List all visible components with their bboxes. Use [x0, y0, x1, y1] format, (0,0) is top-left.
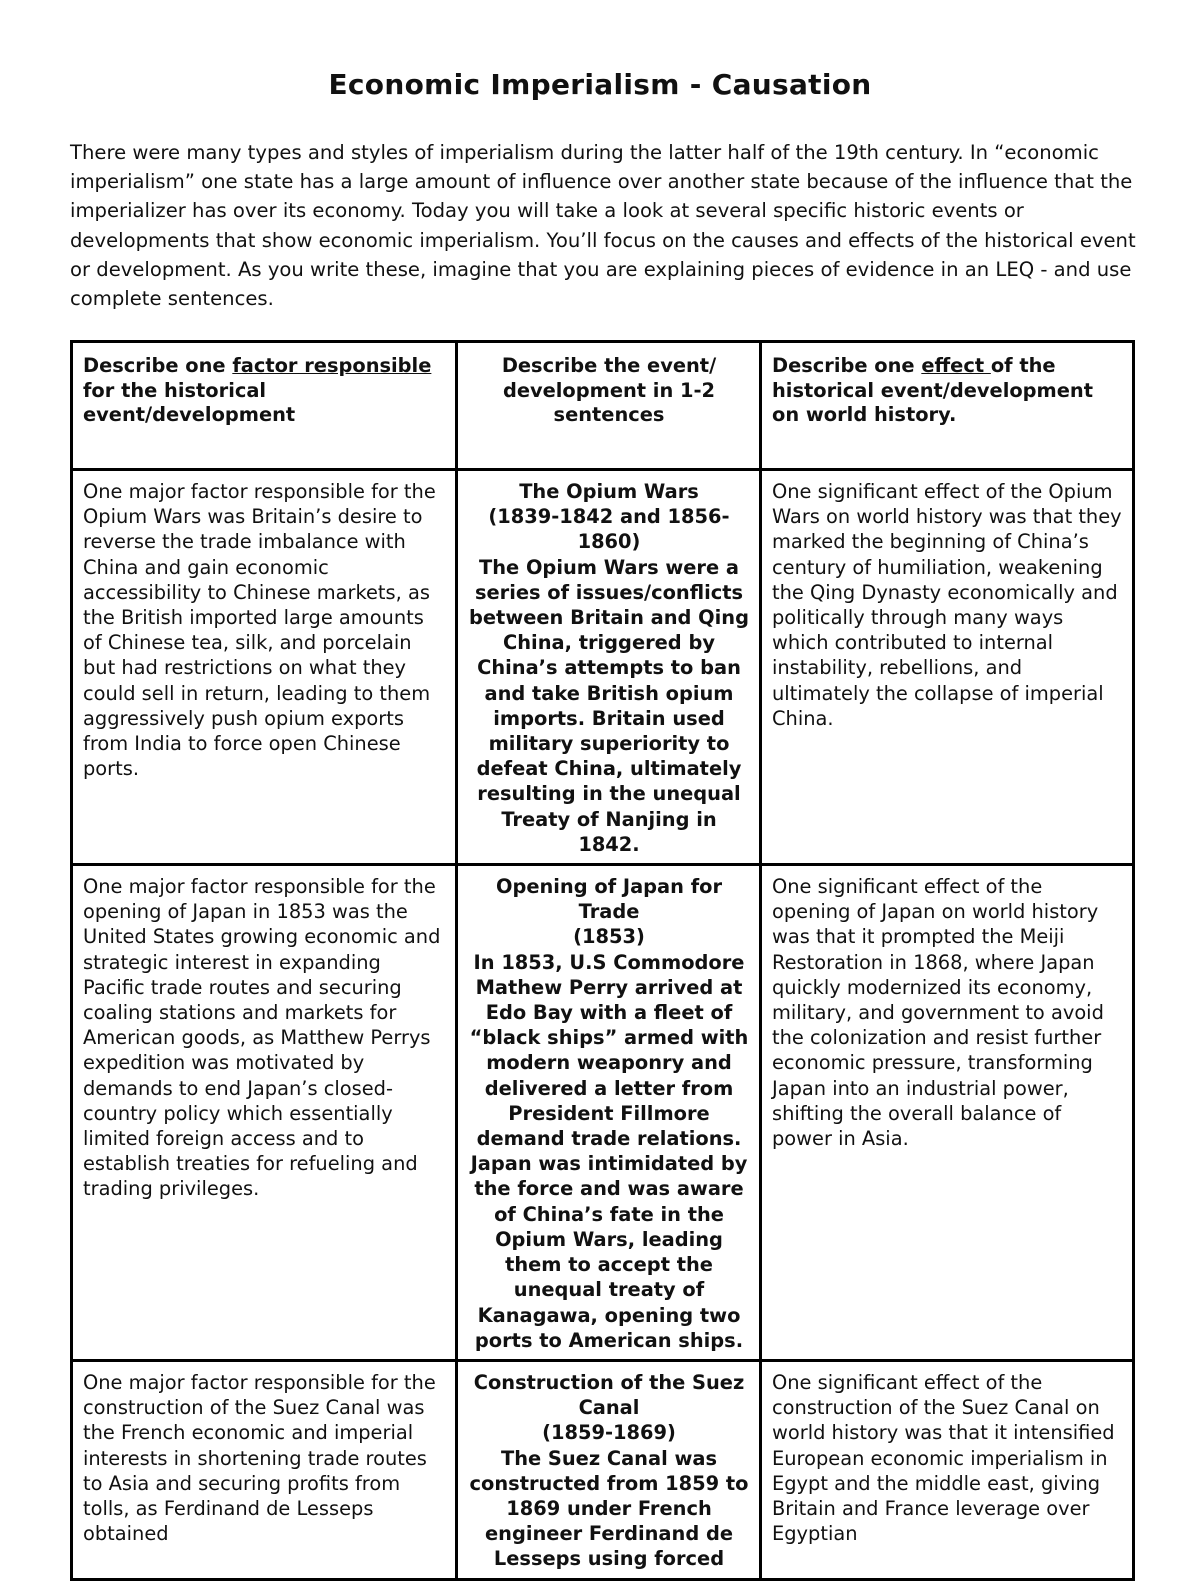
- effect-cell: One significant effect of the Opium Wars on world history was that they marked the beginning of China’s century of humiliation, weakening the Qing Dynasty economically and politically through many ways which contributed to internal instability, rebellions, and ultimately the collapse of imperial China.: [761, 470, 1134, 865]
- effect-cell: One significant effect of the opening of Japan on world history was that it prompted the Meiji Restoration in 1868, where Japan quickly modernized its economy, military, and government to avoid the colonization and resist further economic pressure, transforming Japan into an industrial power, shifting the overall balance of power in Asia.: [761, 865, 1134, 1361]
- causation-table: [70, 340, 1135, 1581]
- effect-cell: One significant effect of the construction of the Suez Canal on world history was that it intensified European economic imperialism in Egypt and the middle east, giving Britain and France leverage over Egyptian: [761, 1360, 1134, 1579]
- header-effect-pre: Describe one: [772, 354, 922, 377]
- event-title: The Opium Wars: [519, 480, 699, 503]
- intro-paragraph: There were many types and styles of imperialism during the latter half of the 19th century. In “economic imperialism” one state has a large amount of influence over another state because of the influence that the imperializer has over its economy. Today you will take a look at several specific historic events or developments that show economic imperialism. You’ll focus on the causes and effects of the historical event or development. As you write these, imagine that you are explaining pieces of evidence in an LEQ - and use complete sentences.: [70, 141, 1136, 311]
- event-title: Opening of Japan for Trade: [495, 875, 723, 924]
- header-factor-post: for the historical event/development: [83, 378, 296, 427]
- event-description: The Suez Canal was constructed from 1859 to 1869 under French engineer Ferdinand de Lesseps using forced: [469, 1446, 749, 1571]
- event-description: The Opium Wars were a series of issues/conflicts between Britain and Qing China, triggered by China’s attempts to ban and take British opium imports. Britain used military superiority to defeat China, ultimately resulting in the unequal Treaty of Nanjing in 1842.: [469, 555, 749, 856]
- event-dates: (1853): [573, 925, 645, 949]
- header-factor-underlined: factor responsible: [232, 354, 432, 377]
- factor-cell: One major factor responsible for the construction of the Suez Canal was the French economic and imperial interests in shortening trade routes to Asia and securing profits from tolls, as Ferdinand de Lesseps obtained: [72, 1360, 457, 1579]
- header-event: Describe the event/ development in 1-2 sentences: [457, 342, 761, 470]
- factor-cell: One major factor responsible for the opening of Japan in 1853 was the United States growing economic and strategic interest in expanding Pacific trade routes and securing coaling stations and markets for American goods, as Matthew Perrys expedition was motivated by demands to end Japan’s closed-country policy which essentially limited foreign access and to establish treaties for refueling and trading privileges.: [72, 865, 457, 1361]
- table-header-row: [72, 342, 1134, 470]
- event-dates: (1859-1869): [542, 1421, 676, 1445]
- table-row: [72, 470, 1134, 865]
- header-factor-pre: Describe one: [83, 354, 233, 377]
- event-dates: (1839-1842 and 1856-1860): [488, 505, 730, 554]
- table-row: [72, 865, 1134, 1361]
- event-cell: [457, 865, 761, 1361]
- header-effect: [761, 342, 1134, 470]
- header-effect-underlined: effect: [921, 354, 991, 377]
- header-factor: [72, 342, 457, 470]
- event-description: In 1853, U.S Commodore Mathew Perry arrived at Edo Bay with a fleet of “black ships” armed with modern weaponry and delivered a letter from President Fillmore demand trade relations. Japan was intimidated by the force and was aware of China’s fate in the Opium Wars, leading them to accept the unequal treaty of Kanagawa, opening two ports to American ships.: [469, 950, 749, 1352]
- page-title: Economic Imperialism - Causation: [328, 68, 872, 101]
- header-effect-post: of the historical event/development on world history.: [772, 354, 1093, 427]
- event-cell: [457, 1360, 761, 1579]
- event-cell: [457, 470, 761, 865]
- factor-cell: One major factor responsible for the Opium Wars was Britain’s desire to reverse the trade imbalance with China and gain economic accessibility to Chinese markets, as the British imported large amounts of Chinese tea, silk, and porcelain but had restrictions on what they could sell in return, leading to them aggressively push opium exports from India to force open Chinese ports.: [72, 470, 457, 865]
- table-row: [72, 1360, 1134, 1579]
- event-title: Construction of the Suez Canal: [473, 1370, 745, 1420]
